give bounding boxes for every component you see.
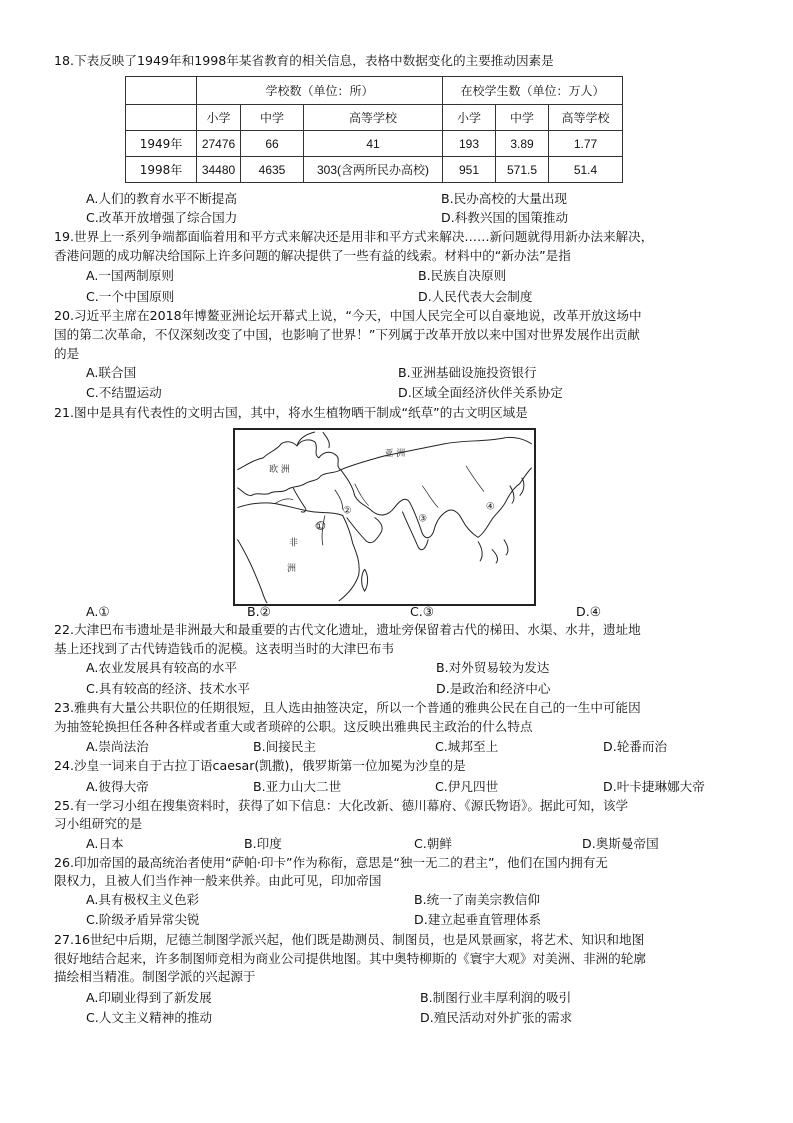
q22-option-c[interactable]: C.具有较高的经济、技术水平 (86, 681, 250, 696)
table-cell: 193 (443, 131, 496, 157)
q21-option-b[interactable]: B.② (247, 604, 271, 619)
q27-option-c[interactable]: C.人文主义精神的推动 (86, 1010, 213, 1025)
q20-stem-line: 的是 (54, 346, 80, 361)
table-subheader: 中学 (241, 105, 304, 131)
table-group-header: 在校学生数（单位：万人） (443, 77, 623, 105)
q18-option-a[interactable]: A.人们的教育水平不断提高 (86, 191, 237, 206)
q26-stem-line: 限权力，且被人们当作神一般来供养。由此可见，印加帝国 (54, 873, 382, 888)
q27-stem-line: 很好地结合起来，许多制图师竞相为商业公司提供地图。其中奥特柳斯的《寰宇大观》对美洲、非洲的轮廓 (54, 951, 646, 966)
q21-option-a[interactable]: A.① (86, 604, 110, 619)
q18-stem: 18.下表反映了1949年和1998年某省教育的相关信息，表格中数据变化的主要推动因素是 (54, 53, 554, 68)
q22-option-d[interactable]: D.是政治和经济中心 (436, 681, 551, 696)
map-mark-4: ④ (485, 501, 495, 513)
q22-stem-line: 基上还找到了古代铸造钱币的泥模。这表明当时的大津巴布韦 (54, 641, 395, 656)
table-cell: 34480 (197, 157, 241, 183)
q20-option-a[interactable]: A.联合国 (86, 365, 137, 380)
q27-stem-line: 描绘相当精准。制图学派的兴起源于 (54, 969, 256, 984)
q20-option-c[interactable]: C.不结盟运动 (86, 385, 162, 400)
table-group-header: 学校数（单位：所） (197, 77, 443, 105)
q25-option-b[interactable]: B.印度 (244, 836, 282, 851)
q19-stem-line: 19.世界上一系列争端都面临着用和平方式来解决还是用非和平方式来解决……新问题就得用新办法来解决， (54, 229, 654, 244)
table-subheader: 小学 (197, 105, 241, 131)
table-cell: 1.77 (549, 131, 623, 157)
table-cell: 51.4 (549, 157, 623, 183)
q26-option-d[interactable]: D.建立起垂直管理体系 (414, 912, 542, 927)
q27-option-a[interactable]: A.印刷业得到了新发展 (86, 990, 212, 1005)
q21-option-d[interactable]: D.④ (576, 604, 601, 619)
map-mark-2: ② (342, 505, 352, 517)
q21-stem: 21.图中是具有代表性的文明古国，其中，将水生植物晒干制成“纸草”的古文明区域是 (54, 405, 528, 420)
table-subheader: 小学 (443, 105, 496, 131)
q22-option-b[interactable]: B.对外贸易较为发达 (436, 660, 550, 675)
map-label-africa: 非 (289, 538, 299, 549)
q18-option-d[interactable]: D.科教兴国的国策推动 (441, 210, 569, 225)
table-cell: 951 (443, 157, 496, 183)
q25-option-d[interactable]: D.奥斯曼帝国 (582, 836, 659, 851)
q26-option-c[interactable]: C.阶级矛盾异常尖锐 (86, 912, 200, 927)
table-cell: 571.5 (496, 157, 549, 183)
q23-option-a[interactable]: A.崇尚法治 (86, 739, 149, 754)
q25-stem-line: 25.有一学习小组在搜集资料时，获得了如下信息：大化改新、德川幕府、《源氏物语》。据此可知，该学 (54, 798, 629, 813)
q20-stem-line: 20.习近平主席在2018年博鳌亚洲论坛开幕式上说，“今天，中国人民完全可以自豪地说，改革开放这场中 (54, 308, 642, 323)
q26-option-a[interactable]: A.具有极权主义色彩 (86, 892, 200, 907)
q24-option-b[interactable]: B.亚力山大二世 (253, 779, 342, 794)
table-subheader: 高等学校 (549, 105, 623, 131)
q23-stem-line: 为抽签轮换担任各种各样或者重大或者琐碎的公职。这反映出雅典民主政治的什么特点 (54, 719, 533, 734)
q23-option-b[interactable]: B.间接民主 (253, 739, 317, 754)
map-label-europe: 欧 洲 (269, 464, 290, 475)
q24-option-c[interactable]: C.伊凡四世 (435, 779, 499, 794)
q19-option-c[interactable]: C.一个中国原则 (86, 289, 175, 304)
table-row-label: 1949年 (126, 131, 197, 157)
table-cell: 27476 (197, 131, 241, 157)
q23-option-c[interactable]: C.城邦至上 (435, 739, 499, 754)
q19-option-d[interactable]: D.人民代表大会制度 (418, 289, 533, 304)
q24-option-a[interactable]: A.彼得大帝 (86, 779, 149, 794)
table-cell: 66 (241, 131, 304, 157)
q19-option-b[interactable]: B.民族自决原则 (418, 268, 507, 283)
q23-option-d[interactable]: D.轮番而治 (603, 739, 668, 754)
q26-stem-line: 26.印加帝国的最高统治者使用“萨帕·印卡”作为称衔，意思是“独一无二的君主”，他们在国内拥有无 (54, 855, 608, 870)
q27-option-b[interactable]: B.制图行业丰厚利润的吸引 (420, 990, 572, 1005)
q23-stem-line: 23.雅典有大量公共职位的任期很短，且人选由抽签决定，所以一个普通的雅典公民在自己的一生中可能因 (54, 700, 641, 715)
table-cell: 41 (304, 131, 443, 157)
table-subheader: 高等学校 (304, 105, 443, 131)
q25-stem-line: 习小组研究的是 (54, 816, 143, 831)
q25-option-c[interactable]: C.朝鲜 (414, 836, 452, 851)
table-cell: 4635 (241, 157, 304, 183)
q18-option-b[interactable]: B.民办高校的大量出现 (441, 191, 567, 206)
table-corner (126, 77, 197, 105)
q25-option-a[interactable]: A.日本 (86, 836, 124, 851)
q20-option-b[interactable]: B.亚洲基础设施投资银行 (398, 365, 537, 380)
q21-option-c[interactable]: C.③ (410, 604, 435, 619)
q18-table (125, 76, 623, 183)
q27-stem-line: 27.16世纪中后期，尼德兰制图学派兴起，他们既是勘测员、制图员，也是风景画家，将艺术、知识和地图 (54, 932, 645, 947)
q26-option-b[interactable]: B.统一了南美宗教信仰 (414, 892, 540, 907)
map-mark-3: ③ (418, 513, 428, 525)
q24-option-d[interactable]: D.叶卡捷琳娜大帝 (603, 779, 705, 794)
q19-stem-line: 香港问题的成功解决给国际上许多问题的解决提供了一些有益的线索。材料中的“新办法”是指 (54, 248, 571, 263)
q20-stem-line: 国的第二次革命，不仅深刻改变了中国，也影响了世界！”下列属于改革开放以来中国对世界发展作出贡献 (54, 327, 640, 342)
map-mark-1: ① (314, 521, 324, 533)
table-subheader: 中学 (496, 105, 549, 131)
q18-option-c[interactable]: C.改革开放增强了综合国力 (86, 210, 238, 225)
q27-option-d[interactable]: D.殖民活动对外扩张的需求 (420, 1010, 573, 1025)
table-cell: 3.89 (496, 131, 549, 157)
map-label-africa-2: 洲 (287, 564, 297, 575)
q19-option-a[interactable]: A.一国两制原则 (86, 268, 174, 283)
q20-option-d[interactable]: D.区域全面经济伙伴关系协定 (398, 385, 563, 400)
ancient-civilizations-map (233, 428, 536, 606)
table-row-label: 1998年 (126, 157, 197, 183)
map-drawing (235, 430, 534, 604)
q24-stem: 24.沙皇一词来自于古拉丁语caesar(凯撒)，俄罗斯第一位加冕为沙皇的是 (54, 758, 466, 773)
q22-stem-line: 22.大津巴布韦遗址是非洲最大和最重要的古代文化遗址，遗址旁保留着古代的梯田、水渠、水井，遗址地 (54, 622, 641, 637)
q22-option-a[interactable]: A.农业发展具有较高的水平 (86, 660, 237, 675)
map-label-asia: 亚 洲 (384, 448, 406, 459)
table-corner (126, 105, 197, 131)
table-cell: 303(含两所民办高校) (304, 157, 443, 183)
